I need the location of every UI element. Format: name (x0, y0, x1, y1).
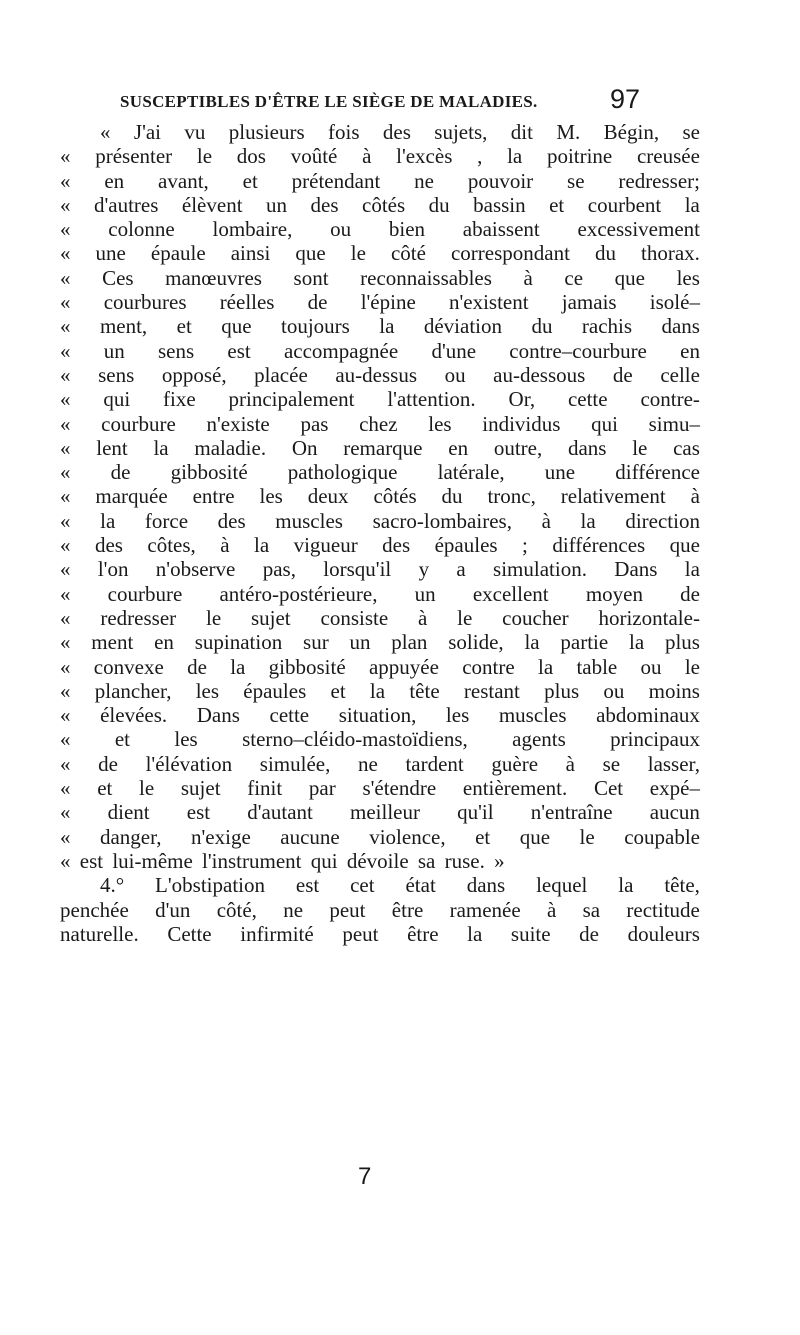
text-line: « courbure antéro-postérieure, un excellent moyen de (60, 581, 700, 606)
text-line: « et les sterno–cléido-mastoïdiens, agents principaux (60, 727, 700, 752)
text-line: « la force des muscles sacro-lombaires, à la direction (60, 508, 700, 533)
text-line: « et le sujet finit par s'étendre entièrement. Cet expé– (60, 776, 700, 801)
text-line: « J'ai vu plusieurs fois des sujets, dit M. Bégin, se (100, 120, 700, 144)
text-line: penchée d'un côté, ne peut être ramenée à sa rectitude (60, 897, 700, 922)
text-line: « ment, et que toujours la déviation du rachis dans (60, 314, 700, 339)
text-line: « élevées. Dans cette situation, les muscles abdominaux (60, 703, 700, 728)
text-line: « de l'élévation simulée, ne tardent guère à se lasser, (60, 751, 700, 776)
text-line: « courbure n'existe pas chez les individus qui simu– (60, 411, 700, 436)
text-line: « en avant, et prétendant ne pouvoir se redresser; (60, 168, 700, 193)
text-line: « lent la maladie. On remarque en outre, dans le cas (60, 435, 700, 460)
text-line: « d'autres élèvent un des côtés du bassin et courbent la (60, 192, 700, 217)
text-line: naturelle. Cette infirmité peut être la suite de douleurs (60, 921, 700, 946)
text-line: « Ces manœuvres sont reconnaissables à ce que les (60, 265, 700, 290)
text-line: « une épaule ainsi que le côté correspondant du thorax. (60, 241, 700, 266)
text-line: « convexe de la gibbosité appuyée contre la table ou le (60, 654, 700, 679)
text-line: « de gibbosité pathologique latérale, une différence (60, 460, 700, 485)
page-header (120, 84, 640, 124)
text-line: « qui fixe principalement l'attention. Or, cette contre- (60, 387, 700, 412)
text-line: « un sens est accompagnée d'une contre–courbure en (60, 338, 700, 363)
text-line: « présenter le dos voûté à l'excès , la poitrine creusée (60, 144, 700, 169)
page-number: 97 (609, 84, 640, 114)
text-line: « redresser le sujet consiste à le coucher horizontale- (60, 605, 700, 630)
running-head: SUSCEPTIBLES D'ÊTRE LE SIÈGE DE MALADIES. (120, 92, 538, 111)
text-line: « colonne lombaire, ou bien abaissent excessivement (60, 217, 700, 242)
text-line: « courbures réelles de l'épine n'existent jamais isolé– (60, 290, 700, 315)
text-line: « est lui-même l'instrument qui dévoile sa ruse. » (60, 848, 505, 873)
text-line: « danger, n'exige aucune violence, et que le coupable (60, 824, 700, 849)
text-line: « plancher, les épaules et la tête restant plus ou moins (60, 678, 700, 703)
text-line: « dient est d'autant meilleur qu'il n'entraîne aucun (60, 800, 700, 825)
text-line: « des côtes, à la vigueur des épaules ; différences que (60, 533, 700, 558)
body-text (60, 120, 700, 946)
text-line: « l'on n'observe pas, lorsqu'il y a simulation. Dans la (60, 557, 700, 582)
text-line: 4.° L'obstipation est cet état dans lequel la tête, (100, 873, 700, 898)
signature-mark: 7 (358, 1163, 372, 1190)
text-line: « marquée entre les deux côtés du tronc, relativement à (60, 484, 700, 509)
text-line: « sens opposé, placée au-dessus ou au-dessous de celle (60, 362, 700, 387)
text-line: « ment en supination sur un plan solide, la partie la plus (60, 630, 700, 655)
